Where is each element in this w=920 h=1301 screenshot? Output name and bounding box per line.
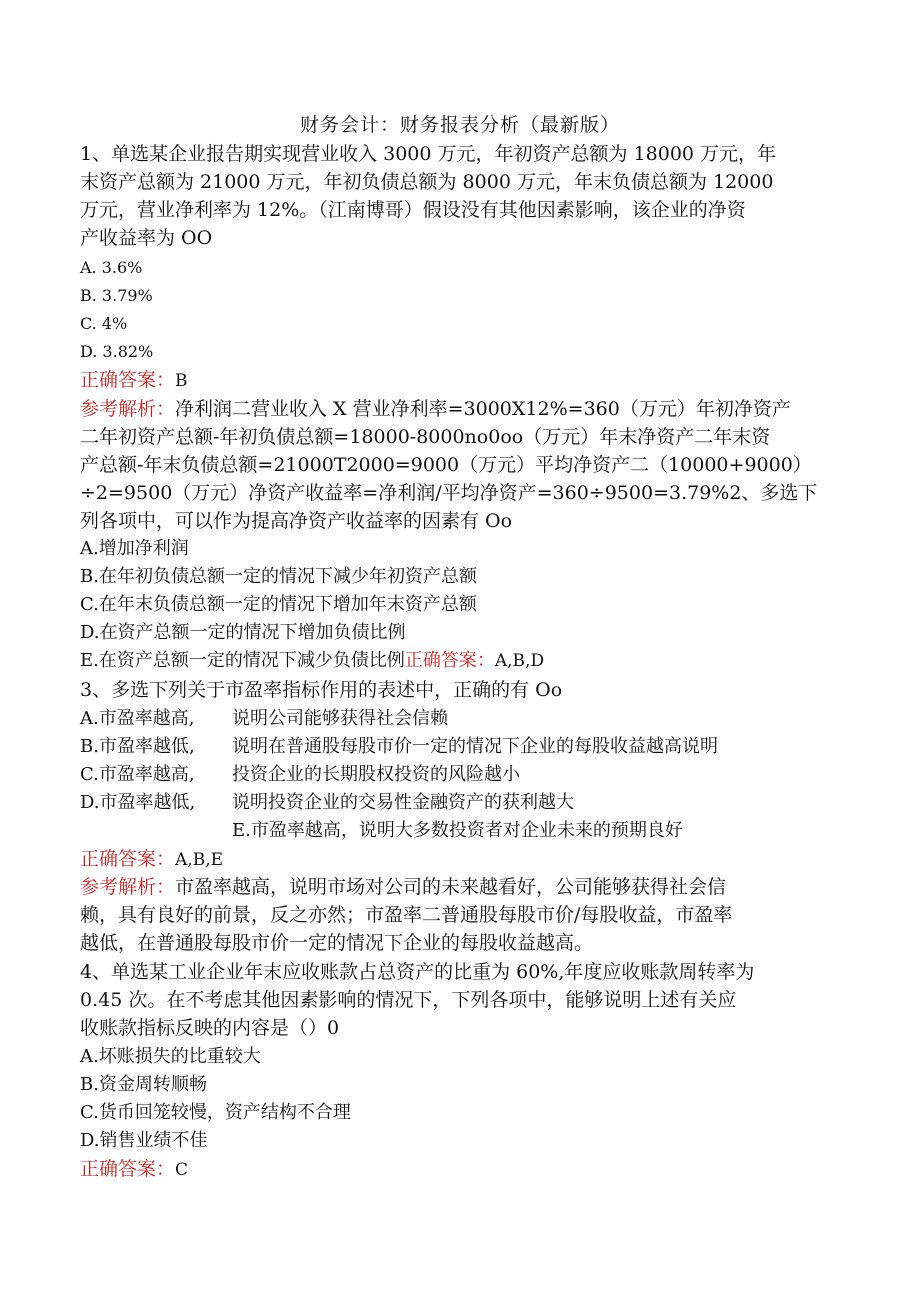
q1-stem-line-2: 末资产总额为 21000 万元，年初负债总额为 8000 万元，年末负债总额为 12000 [80, 171, 774, 193]
q4-stem-line-3: 收账款指标反映的内容是（）0 [80, 1017, 340, 1039]
q3-option-c-left: C.市盈率越高, [80, 764, 195, 785]
q2-option-b: B.在年初负债总额一定的情况下减少年初资产总额 [80, 566, 477, 587]
q2-option-c: C.在年末负债总额一定的情况下增加年末资产总额 [80, 594, 477, 615]
q1-answer-value: B [175, 371, 188, 391]
q1-analysis-text-1: 净利润二营业收入 X 营业净利率=3000X12%=360（万元）年初净资产 [175, 398, 791, 420]
q1-option-c: C. 4% [80, 314, 128, 333]
q4-answer-value: C [175, 1160, 189, 1180]
q2-option-d: D.在资产总额一定的情况下增加负债比例 [80, 622, 406, 643]
q4-option-a: A.坏账损失的比重较大 [80, 1046, 261, 1067]
q1-analysis-line-5: 列各项中，可以作为提高净资产收益率的因素有 Oo [80, 510, 513, 532]
q1-stem-line-1: 1、单选某企业报告期实现营业收入 3000 万元，年初资产总额为 18000 万元，年 [80, 143, 777, 165]
q1-option-b: B. 3.79% [80, 286, 153, 305]
q1-analysis-label: 参考解析： [80, 398, 176, 420]
q1-option-a: A. 3.6% [80, 258, 143, 277]
q2-option-a: A.增加净利润 [80, 538, 189, 559]
q1-stem-line-4: 产收益率为 OO [80, 227, 213, 249]
q3-answer [80, 845, 223, 874]
q3-stem: 3、多选下列关于市盈率指标作用的表述中，正确的有 Oo [80, 679, 563, 701]
q3-answer-value: A,B,E [175, 850, 224, 870]
q3-option-d-right: 说明投资企业的交易性金融资产的获利越大 [232, 792, 574, 813]
q1-stem-line-3: 万元，营业净利率为 12%。（江南博哥）假设没有其他因素影响，该企业的净资 [80, 199, 746, 221]
q1-analysis-line-4: ÷2=9500（万元）净资产收益率=净利润/平均净资产=360÷9500=3.79%2、多选下 [80, 482, 818, 504]
q4-stem-line-1: 4、单选某工业企业年末应收账款占总资产的比重为 60%,年度应收账款周转率为 [80, 961, 755, 983]
q4-stem-line-2: 0.45 次。在不考虑其他因素影响的情况下，下列各项中，能够说明上述有关应 [80, 989, 737, 1011]
q3-option-d-left: D.市盈率越低, [80, 792, 196, 813]
q3-option-a-right: 说明公司能够获得社会信赖 [232, 708, 448, 729]
q1-analysis-line-3: 产总额-年末负债总额=21000T2000=9000（万元）平均净资产二（10000+9000） [80, 454, 812, 476]
q4-option-d: D.销售业绩不佳 [80, 1130, 208, 1151]
q3-analysis-text-1: 市盈率越高，说明市场对公司的未来越看好，公司能够获得社会信 [175, 876, 727, 898]
q1-answer-label: 正确答案： [80, 369, 176, 391]
q3-option-b-left: B.市盈率越低, [80, 736, 195, 757]
q3-analysis-line-1 [80, 873, 726, 901]
q3-answer-label: 正确答案： [80, 848, 176, 870]
q3-option-b-right: 说明在普通股每股市价一定的情况下企业的每股收益越高说明 [232, 736, 718, 757]
q4-answer [80, 1155, 188, 1184]
q3-option-a-left: A.市盈率越高, [80, 708, 195, 729]
q2-answer-value: A,B,D [494, 651, 545, 671]
q1-analysis-line-2: 二年初资产总额-年初负债总额=18000-8000no0oo（万元）年末净资产二年末资 [80, 426, 771, 448]
q4-option-c: C.货币回笼较慢，资产结构不合理 [80, 1102, 351, 1123]
q3-option-e: E.市盈率越高，说明大多数投资者对企业未来的预期良好 [232, 820, 683, 841]
q3-analysis-label: 参考解析： [80, 876, 176, 898]
q3-option-c-right: 投资企业的长期股权投资的风险越小 [232, 764, 520, 785]
q2-option-e: E.在资产总额一定的情况下减少负债比例 [80, 650, 405, 671]
q2-option-e-row [80, 647, 544, 675]
q2-answer-label: 正确答案： [404, 650, 495, 671]
q1-answer [80, 366, 188, 395]
q1-analysis-line-1 [80, 395, 791, 423]
q3-analysis-line-2: 赖，具有良好的前景，反之亦然；市盈率二普通股每股市价/每股收益，市盈率 [80, 904, 733, 926]
q4-option-b: B.资金周转顺畅 [80, 1074, 207, 1095]
page-title: 财务会计：财务报表分析（最新版） [299, 114, 620, 136]
q3-analysis-line-3: 越低，在普通股每股市价一定的情况下企业的每股收益越高。 [80, 932, 594, 954]
q1-option-d: D. 3.82% [80, 342, 154, 361]
q4-answer-label: 正确答案： [80, 1158, 176, 1180]
